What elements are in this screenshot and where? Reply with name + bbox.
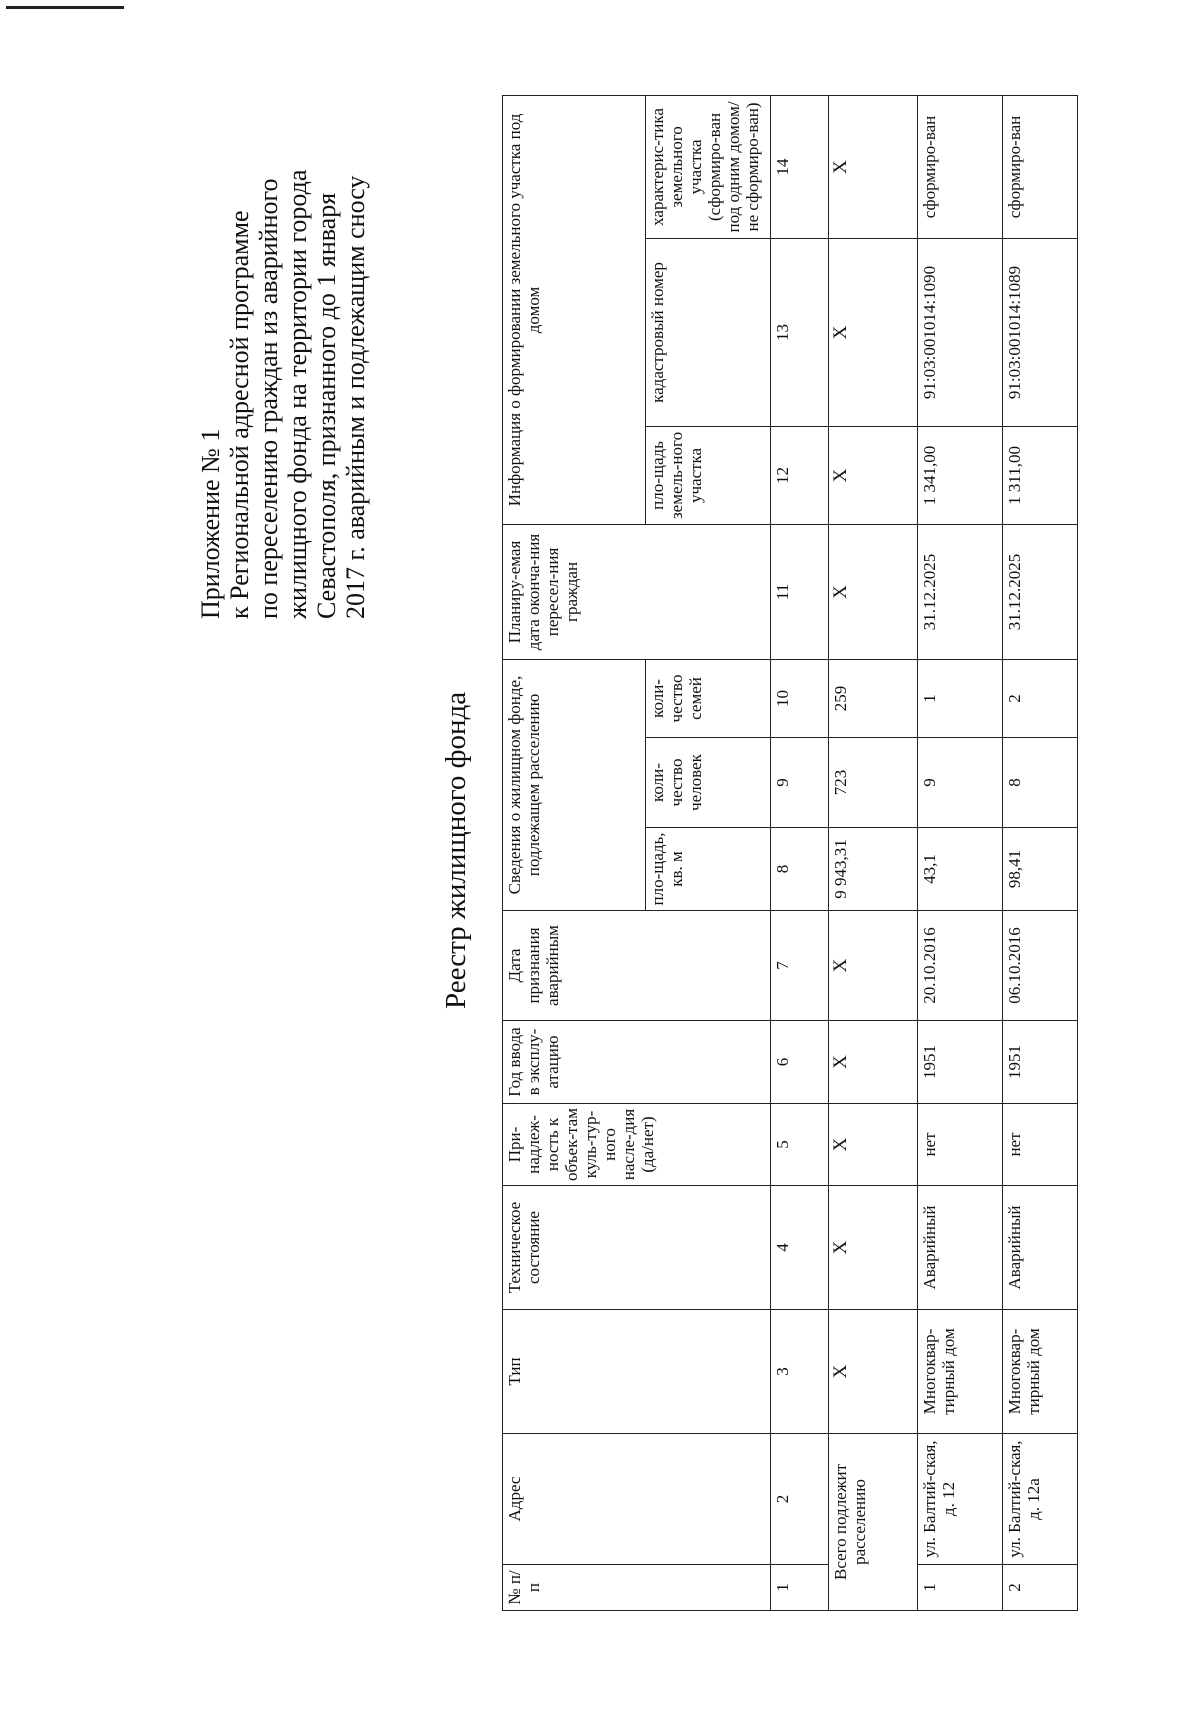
cell-cadastral: 91:03:001014:1090 [918, 238, 1003, 426]
table-row [918, 95, 1003, 1610]
column-number: 14 [771, 95, 829, 238]
header-date-emergency: Дата признания аварийным [503, 911, 771, 1021]
column-number: 10 [771, 659, 829, 737]
header-families: коли-чество семей [645, 659, 770, 737]
column-number: 9 [771, 738, 829, 828]
total-year: X [828, 1021, 917, 1104]
heading-line: по переселению граждан из аварийного [254, 178, 283, 619]
header-land-area: пло-щадь земель-ного участка [645, 426, 770, 524]
header-year: Год ввода в эксплу-атацию [503, 1021, 771, 1104]
column-number-row [771, 95, 829, 1610]
total-type: X [828, 1310, 917, 1434]
total-label: Всего подлежит расселению [828, 1434, 917, 1611]
column-number: 5 [771, 1104, 829, 1186]
heading-line: Приложение № 1 [196, 428, 225, 619]
document-title: Реестр жилищного фонда [440, 691, 472, 1009]
cell-year: 1951 [918, 1021, 1003, 1104]
header-heritage: При-надлеж-ность к объек-там куль-тур-ного насле-дия (да/нет) [503, 1104, 771, 1186]
cell-families: 1 [918, 659, 1003, 737]
column-number: 3 [771, 1310, 829, 1434]
cell-num: 2 [1003, 1565, 1078, 1611]
cell-planned: 31.12.2025 [918, 524, 1003, 659]
column-number: 4 [771, 1186, 829, 1310]
cell-land-area: 1 341,00 [918, 426, 1003, 524]
cell-land-area: 1 311,00 [1003, 426, 1078, 524]
cell-type: Многоквар-тирный дом [918, 1310, 1003, 1434]
column-number: 6 [771, 1021, 829, 1104]
column-number: 13 [771, 238, 829, 426]
cell-people: 9 [918, 738, 1003, 828]
cell-tech: Аварийный [1003, 1186, 1078, 1310]
header-housing-group: Сведения о жилищном фонде, подлежащем расселению [503, 659, 646, 910]
cell-area: 43,1 [918, 828, 1003, 911]
column-number: 1 [771, 1565, 829, 1611]
total-planned: X [828, 524, 917, 659]
cell-area: 98,41 [1003, 828, 1078, 911]
housing-registry-table [502, 95, 1078, 1611]
header-num: № п/п [503, 1565, 771, 1611]
header-tech-state: Техническое состояние [503, 1186, 771, 1310]
cell-heritage: нет [1003, 1104, 1078, 1186]
heading-line: к Региональной адресной программе [225, 210, 254, 619]
cell-cadastral: 91:03:001014:1089 [1003, 238, 1078, 426]
cell-date: 20.10.2016 [918, 911, 1003, 1021]
header-row [503, 95, 646, 1610]
cell-people: 8 [1003, 738, 1078, 828]
header-land-char: характерис-тика земельного участка (сформиро-ван под одним домом/не сформиро-ван) [645, 95, 770, 238]
heading-line: жилищного фонда на территории города [283, 169, 312, 619]
cell-address: ул. Балтий-ская, д. 12 [918, 1434, 1003, 1565]
header-cadastral: кадастровый номер [645, 238, 770, 426]
total-land-char: X [828, 95, 917, 238]
column-number: 11 [771, 524, 829, 659]
heading-line: Севастополя, признанного до 1 января [312, 192, 341, 619]
cell-date: 06.10.2016 [1003, 911, 1078, 1021]
cell-address: ул. Балтий-ская, д. 12а [1003, 1434, 1078, 1565]
total-area: 9 943,31 [828, 828, 917, 911]
header-planned-date: Планиру-емая дата оконча-ния пересел-ния граждан [503, 524, 771, 659]
header-land-group: Информация о формировании земельного участка под домом [503, 95, 646, 524]
cell-tech: Аварийный [918, 1186, 1003, 1310]
total-tech: X [828, 1186, 917, 1310]
header-area: пло-щадь, кв. м [645, 828, 770, 911]
header-type: Тип [503, 1310, 771, 1434]
column-number: 12 [771, 426, 829, 524]
total-cadastral: X [828, 238, 917, 426]
cell-num: 1 [918, 1565, 1003, 1611]
appendix-heading [196, 79, 370, 619]
cell-land-char: сформиро-ван [918, 95, 1003, 238]
total-land-area: X [828, 426, 917, 524]
total-row [828, 95, 917, 1610]
cell-land-char: сформиро-ван [1003, 95, 1078, 238]
column-number: 7 [771, 911, 829, 1021]
total-people: 723 [828, 738, 917, 828]
total-heritage: X [828, 1104, 917, 1186]
total-families: 259 [828, 659, 917, 737]
column-number: 8 [771, 828, 829, 911]
cell-families: 2 [1003, 659, 1078, 737]
cell-year: 1951 [1003, 1021, 1078, 1104]
cell-planned: 31.12.2025 [1003, 524, 1078, 659]
total-date: X [828, 911, 917, 1021]
heading-line: 2017 г. аварийным и подлежащим сносу [341, 175, 370, 619]
header-address: Адрес [503, 1434, 771, 1565]
column-number: 2 [771, 1434, 829, 1565]
cell-type: Многоквар-тирный дом [1003, 1310, 1078, 1434]
table-row [1003, 95, 1078, 1610]
cell-heritage: нет [918, 1104, 1003, 1186]
header-people: коли-чество человек [645, 738, 770, 828]
